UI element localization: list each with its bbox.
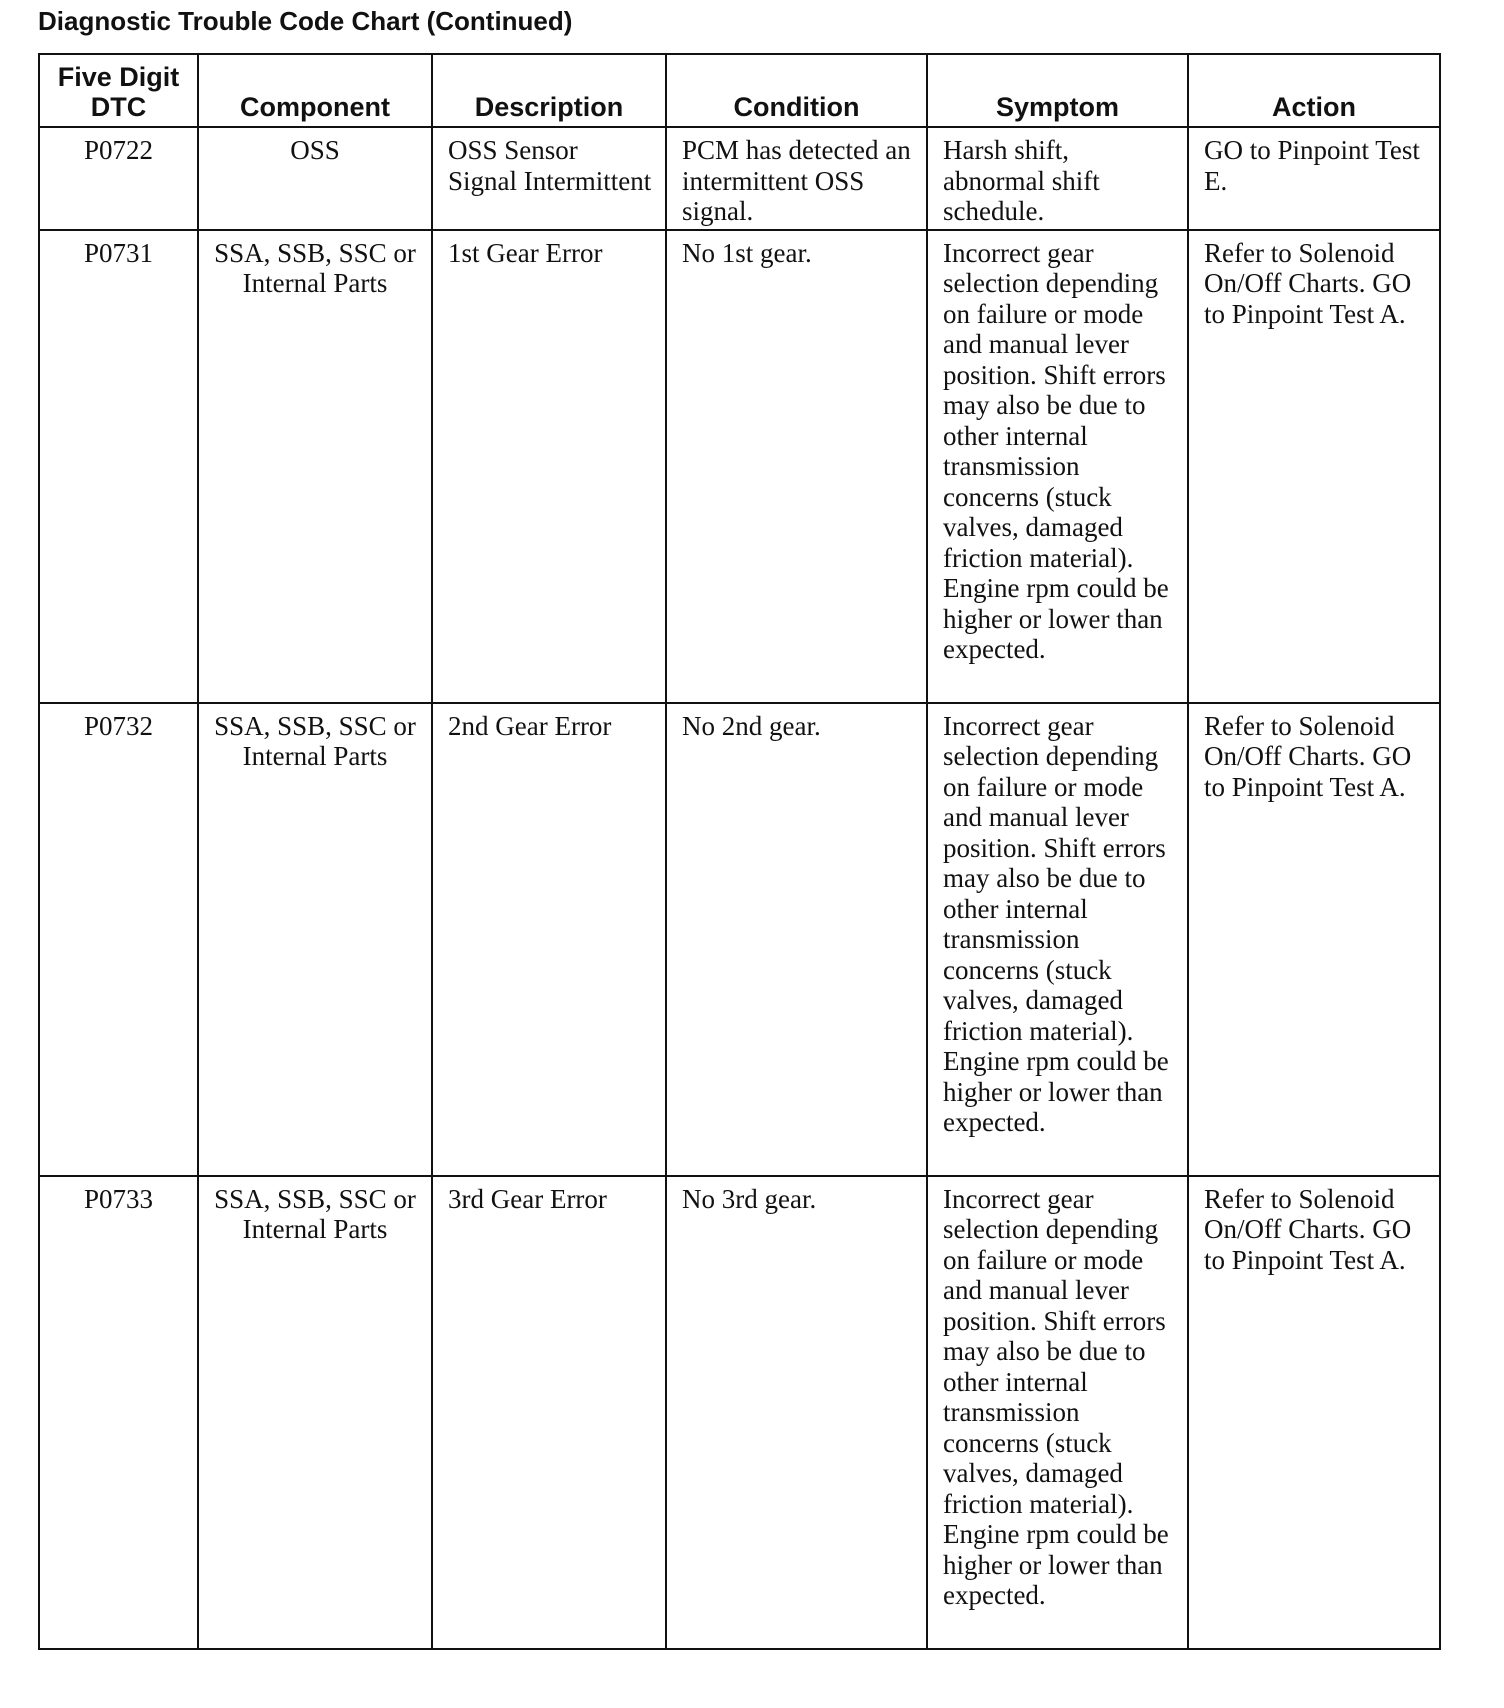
cell-symptom: Incorrect gear selection depending on failure or mode and manual lever position. Shift errors may also be due to other internal transmission concerns (stuck valves, damaged friction material). Engine rpm could be higher or lower than expected. xyxy=(927,703,1188,1176)
header-action: Action xyxy=(1188,54,1440,127)
header-dtc-line2: DTC xyxy=(90,92,147,122)
cell-description: 3rd Gear Error xyxy=(432,1176,666,1649)
cell-description: 1st Gear Error xyxy=(432,230,666,703)
cell-symptom: Incorrect gear selection depending on failure or mode and manual lever position. Shift errors may also be due to other internal transmission concerns (stuck valves, damaged friction material). Engine rpm could be higher or lower than expected. xyxy=(927,230,1188,703)
cell-condition: No 1st gear. xyxy=(666,230,927,703)
cell-condition: No 3rd gear. xyxy=(666,1176,927,1649)
page-title: Diagnostic Trouble Code Chart (Continued) xyxy=(38,6,573,36)
cell-action: GO to Pinpoint Test E. xyxy=(1188,127,1440,230)
header-condition: Condition xyxy=(666,54,927,127)
cell-dtc: P0733 xyxy=(39,1176,198,1649)
table-row xyxy=(39,230,1440,703)
table-row xyxy=(39,127,1440,230)
cell-component: OSS xyxy=(198,127,432,230)
cell-component: SSA, SSB, SSC or Internal Parts xyxy=(198,703,432,1176)
header-symptom: Symptom xyxy=(927,54,1188,127)
cell-symptom: Incorrect gear selection depending on failure or mode and manual lever position. Shift errors may also be due to other internal transmission concerns (stuck valves, damaged friction material). Engine rpm could be higher or lower than expected. xyxy=(927,1176,1188,1649)
table-header-row xyxy=(39,54,1440,127)
header-component: Component xyxy=(198,54,432,127)
cell-dtc: P0731 xyxy=(39,230,198,703)
header-dtc-line1: Five Digit xyxy=(57,62,180,92)
cell-condition: No 2nd gear. xyxy=(666,703,927,1176)
cell-condition: PCM has detected an intermittent OSS signal. xyxy=(666,127,927,230)
cell-action: Refer to Solenoid On/Off Charts. GO to Pinpoint Test A. xyxy=(1188,230,1440,703)
cell-description: 2nd Gear Error xyxy=(432,703,666,1176)
table-row xyxy=(39,1176,1440,1649)
header-dtc xyxy=(39,54,198,127)
cell-component: SSA, SSB, SSC or Internal Parts xyxy=(198,230,432,703)
cell-dtc: P0732 xyxy=(39,703,198,1176)
table-row xyxy=(39,703,1440,1176)
cell-component: SSA, SSB, SSC or Internal Parts xyxy=(198,1176,432,1649)
cell-action: Refer to Solenoid On/Off Charts. GO to Pinpoint Test A. xyxy=(1188,703,1440,1176)
cell-symptom: Harsh shift, abnormal shift schedule. xyxy=(927,127,1188,230)
header-description: Description xyxy=(432,54,666,127)
cell-action: Refer to Solenoid On/Off Charts. GO to Pinpoint Test A. xyxy=(1188,1176,1440,1649)
cell-description: OSS Sensor Signal Intermittent xyxy=(432,127,666,230)
dtc-chart-table xyxy=(38,53,1441,1650)
cell-dtc: P0722 xyxy=(39,127,198,230)
